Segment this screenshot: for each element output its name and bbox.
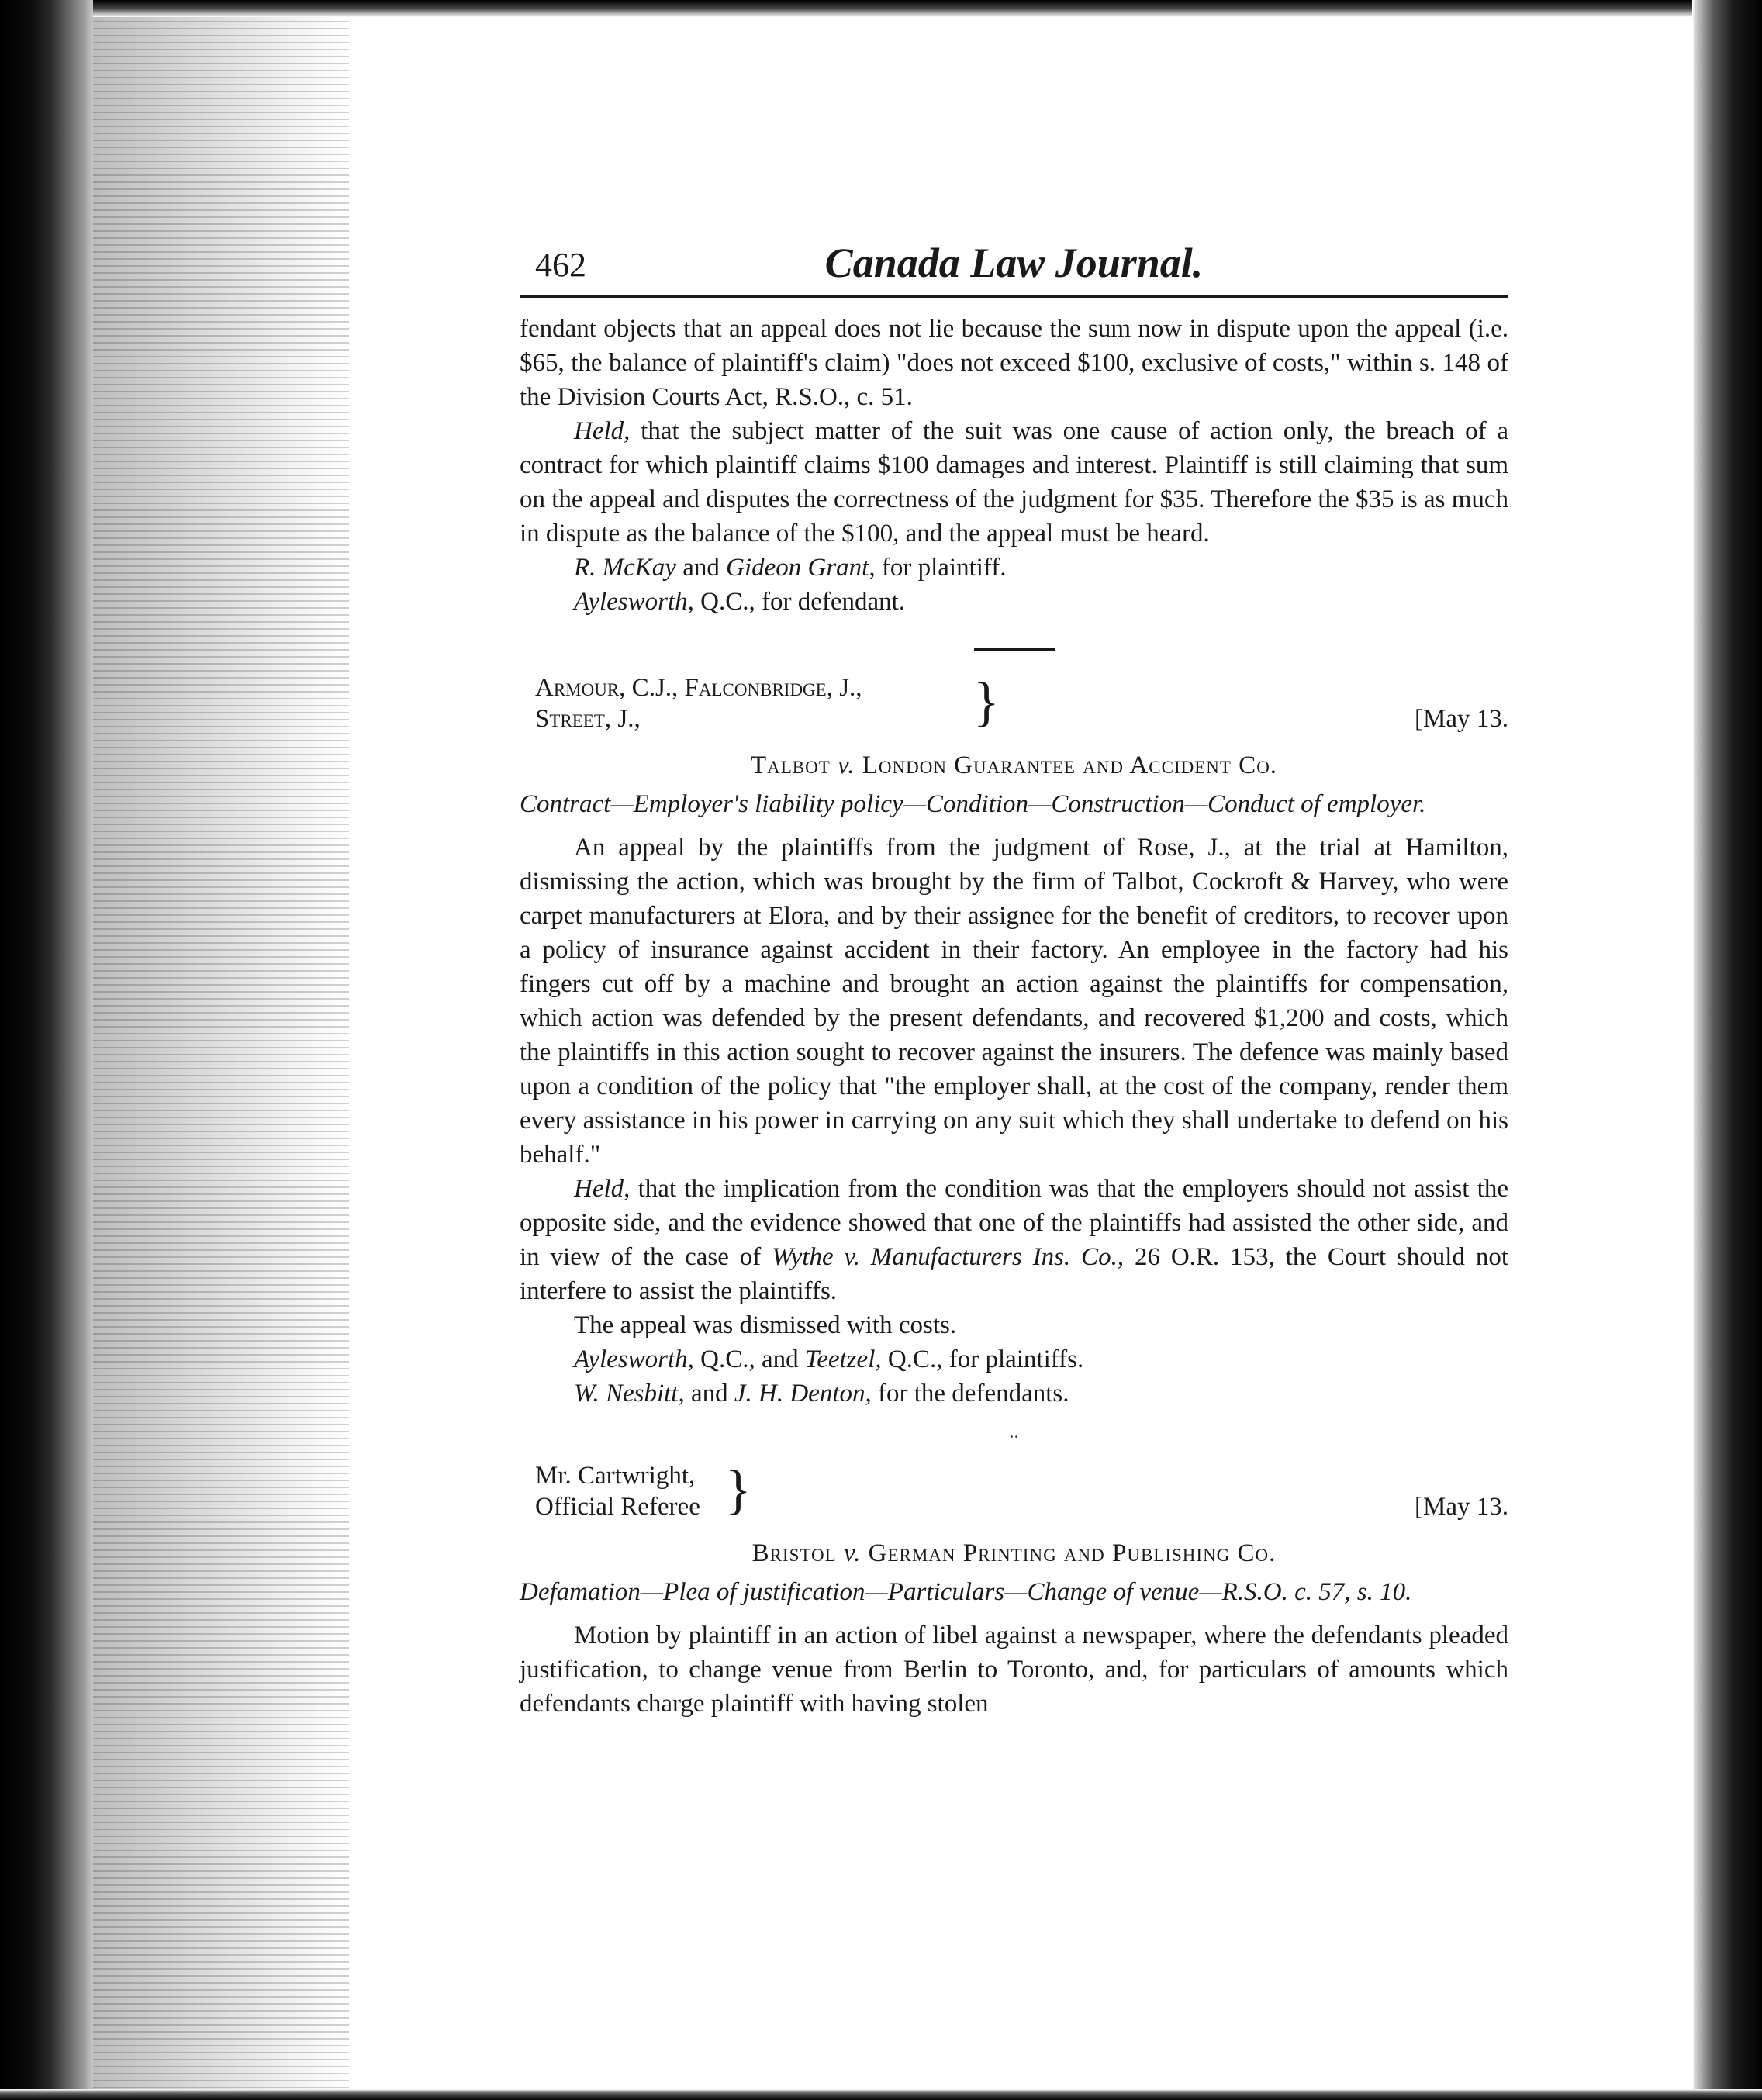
scan-binding-shadow-left (0, 0, 93, 2100)
running-head (520, 233, 1508, 298)
counsel-name: J. H. Denton, (734, 1380, 872, 1407)
judges-line (520, 672, 1508, 741)
held-label: Held, (574, 417, 631, 445)
paragraph-motion: Motion by plaintiff in an action of libel against a newspaper, where the defendants pleaded justification, to change venue from Berlin to Toronto, and, for particulars of amounts which defendants charge plaintiff with having stolen (520, 1622, 1508, 1718)
counsel-role: for plaintiff. (875, 554, 1007, 582)
counsel-name: Aylesworth, (574, 1345, 694, 1373)
scan-edge-shadow-top (93, 0, 1692, 17)
counsel-for-defendant (574, 585, 1508, 619)
case-defendant: German Printing and Publishing Co. (868, 1539, 1277, 1567)
counsel-for-defendants (574, 1376, 1508, 1411)
counsel-conjunction: Q.C., and (693, 1345, 805, 1373)
counsel-role: Q.C., for plaintiffs. (881, 1345, 1084, 1373)
case-versus: v. (838, 751, 855, 779)
page-number: 462 (535, 246, 586, 284)
decision-date: [May 13. (1415, 1493, 1508, 1521)
section-separator: .. (1009, 1422, 1019, 1442)
judges-names (535, 672, 862, 734)
headnote: Defamation—Plea of justification—Particulars—Change of venue—R.S.O. c. 57, s. 10. (520, 1578, 1412, 1606)
judges-line (520, 1460, 1508, 1528)
paragraph-facts: An appeal by the plaintiffs from the judgment of Rose, J., at the trial at Hamilton, dismissing the action, which was brought by the firm of Talbot, Cockroft & Harvey, who were carpet manufacturers at Elora, and by their assignee for the benefit of creditors, to recover upon a policy of insurance against accident in their factory. An employee in the factory had his fingers cut off by a machine and brought an action against the plaintiffs for compensation, which action was defended by the present defendants, and recovered $1,200 and costs, which the plaintiffs in this action sought to recover against the insurers. The defence was mainly based upon a condition of the policy that "the employer shall, at the cost of the company, render them every assistance in his power in carrying on any suit which they shall undertake to defend on his behalf." (520, 834, 1508, 1169)
counsel-conjunction: and (675, 554, 727, 582)
case-defendant: London Guarantee and Accident Co. (862, 751, 1278, 779)
judges-brace: } (725, 1460, 751, 1520)
journal-page (520, 233, 1508, 1721)
judges-line-1: Armour, C.J., Falconbridge, J., (535, 674, 862, 702)
counsel-name: R. McKay (574, 554, 676, 582)
counsel-for-plaintiff (574, 551, 1508, 585)
case-versus: v. (843, 1539, 862, 1567)
section-divider (974, 648, 1055, 651)
paragraph-held (520, 1172, 1508, 1308)
section-bristol-case (520, 1460, 1508, 1721)
counsel-name: Gideon Grant, (726, 554, 876, 582)
disposition: The appeal was dismissed with costs. (574, 1311, 957, 1339)
held-label: Held, (574, 1175, 631, 1203)
counsel-for-plaintiffs (574, 1342, 1508, 1376)
counsel-conjunction: and (684, 1380, 734, 1407)
scan-edge-shadow-right (1692, 0, 1762, 2100)
case-plaintiff: Bristol (751, 1539, 837, 1567)
section-division-court-appeal (520, 312, 1508, 619)
scan-edge-shadow-bottom (0, 2089, 1762, 2100)
section-talbot-case (520, 672, 1508, 1411)
case-title (520, 748, 1508, 782)
judges-line-1: Mr. Cartwright, (535, 1462, 696, 1490)
paragraph-continued: fendant objects that an appeal does not lie because the sum now in dispute upon the appeal (i.e. $65, the balance of plaintiff's claim) "does not exceed $100, exclusive of costs," within s. 148 of the Division Courts Act, R.S.O., c. 51. (520, 315, 1508, 411)
paragraph-held (520, 414, 1508, 551)
scan-binding-texture-left (93, 0, 349, 2100)
cited-case: Wythe v. Manufacturers Ins. Co., (772, 1243, 1125, 1271)
counsel-name: W. Nesbitt, (574, 1380, 685, 1407)
case-title (520, 1536, 1508, 1570)
judges-line-2: Street, J., (535, 705, 641, 733)
counsel-role: Q.C., for defendant. (693, 588, 906, 616)
counsel-name: Aylesworth, (574, 588, 694, 616)
held-text: that the subject matter of the suit was one cause of action only, the breach of a contract for which plaintiff claims $100 damages and interest. Plaintiff is still claiming that sum on the appeal and disputes the correctness of the judgment for $35. Therefore the $35 is as much in dispute as the balance of the $100, and the appeal must be heard. (520, 417, 1509, 547)
held-text: 26 O.R. 153, the Court should not interfere to assist the plaintiffs. (520, 1243, 1508, 1305)
judges-line-2: Official Referee (535, 1493, 700, 1521)
judges-names (535, 1460, 700, 1522)
journal-title: Canada Law Journal. (824, 240, 1204, 286)
counsel-role: for the defendants. (871, 1380, 1069, 1407)
held-text: that the implication from the condition was that the employers should not assist the opposite side, and the evidence showed that one of the plaintiffs had assisted the other side, and in view of the case of (520, 1175, 1508, 1271)
decision-date: [May 13. (1415, 705, 1508, 733)
counsel-name: Teetzel, (804, 1345, 882, 1373)
case-plaintiff: Talbot (750, 751, 831, 779)
headnote: Contract—Employer's liability policy—Condition—Construction—Conduct of employer. (520, 790, 1426, 818)
judges-brace: } (973, 672, 1000, 732)
